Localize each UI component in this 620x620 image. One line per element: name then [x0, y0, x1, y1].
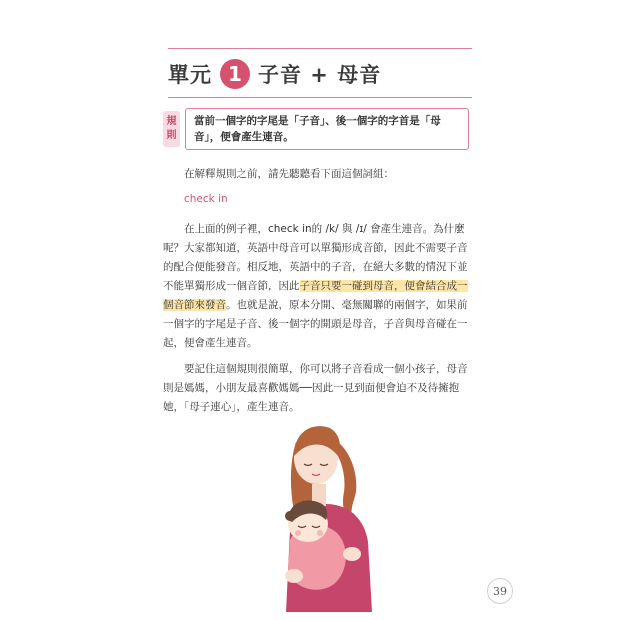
explanation-text-2: 。也就是說，原本分開、毫無關聯的兩個字，如果前一個字的字尾是子音、後一個字的開頭是母音，子音與母音碰在一起，便會產生連音。 — [163, 299, 468, 349]
rule-tag-char-2: 則 — [166, 130, 177, 141]
unit-title — [168, 55, 381, 93]
mother-hugging-child-illustration — [268, 412, 388, 612]
explanation-paragraph — [163, 220, 475, 353]
highlighted-text: 子音只要一碰到母音，便會結合成一個音節來發音 — [163, 280, 468, 311]
unit-topic: 子音 + 母音 — [258, 63, 382, 87]
explanation-text-1: 在上面的例子裡，check in的 /k/ 與 /ɪ/ 會產生連音。為什麼呢？大家都知道，英語中母音可以單獨形成音節，因此不需要子音的配合便能發音。相反地，英語中的子音，在絕大多數的情況下並不能單獨形成一個音節，因此 — [163, 223, 468, 292]
title-top-rule — [168, 48, 472, 49]
page-number: 39 — [487, 578, 513, 604]
rule-tag-char-1: 規 — [166, 116, 177, 127]
title-bottom-rule — [168, 97, 472, 98]
intro-paragraph: 在解釋規則之前，請先聽聽看下面這個詞組： — [184, 168, 394, 180]
unit-number-badge: 1 — [220, 59, 250, 89]
example-phrase: check in — [184, 193, 228, 205]
rule-text: 當前一個字的字尾是「子音」、後一個字的字首是「母音」，便會產生連音。 — [185, 108, 469, 150]
rule-box — [163, 108, 469, 152]
rule-tag — [163, 111, 180, 147]
tip-paragraph: 要記住這個規則很簡單，你可以將子音看成一個小孩子，母音則是媽媽，小朋友最喜歡媽媽──因此一見到面便會迫不及待擁抱她，「母子連心」，產生連音。 — [163, 363, 468, 413]
unit-prefix: 單元 — [168, 63, 212, 87]
